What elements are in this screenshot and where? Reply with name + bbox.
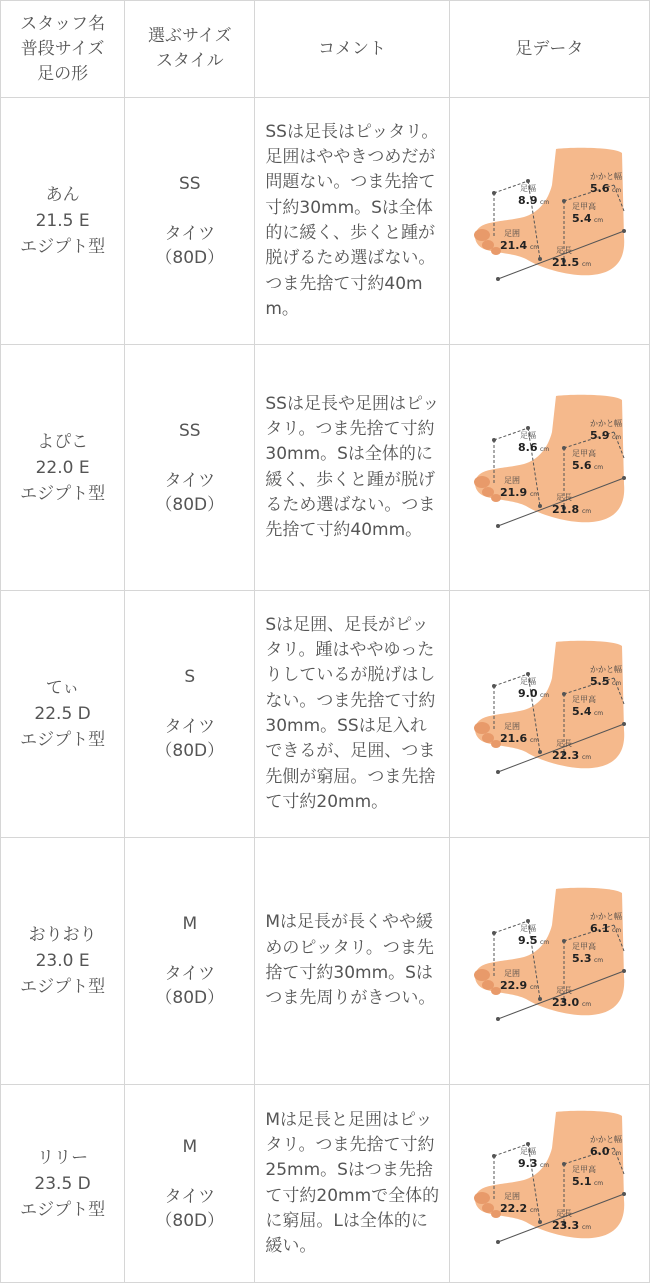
measure-point: [496, 277, 500, 281]
size-cell: [125, 98, 255, 345]
foot-diagram: [464, 1104, 634, 1264]
table-row: [1, 345, 650, 591]
table-row: [1, 98, 650, 345]
width-value: 9.0: [518, 687, 538, 700]
width-label: 足幅: [520, 677, 537, 686]
foot-diagram: [464, 141, 634, 301]
header-row: [1, 1, 650, 98]
measure-point: [496, 524, 500, 528]
staff-cell: [1, 838, 125, 1085]
staff-name: おりおり: [28, 925, 97, 945]
measure-point: [492, 1154, 496, 1158]
style-denier: （80D）: [155, 494, 225, 515]
instep-value: 5.3: [572, 952, 592, 965]
foot-shape-illustration: [475, 641, 624, 769]
instep-label: 足甲高: [572, 202, 597, 211]
style-name: タイツ: [164, 224, 216, 244]
usual-size: 23.5 D: [34, 1173, 91, 1194]
length-unit: cm: [582, 261, 592, 268]
heel-unit: cm: [612, 1149, 622, 1157]
girth-unit: cm: [530, 737, 540, 744]
heel-label: かかと幅: [590, 1134, 623, 1144]
header-staff-line: 足の形: [37, 63, 89, 84]
measure-point: [496, 1017, 500, 1021]
staff-name: あん: [45, 185, 80, 205]
length-value: 21.5: [552, 256, 580, 269]
style-denier: （80D）: [155, 741, 225, 761]
heel-value: 5.6: [590, 182, 610, 195]
table-row: [1, 591, 650, 838]
style-name: タイツ: [164, 717, 216, 737]
foot-shape: エジプト型: [20, 483, 106, 504]
width-label: 足幅: [520, 924, 537, 933]
girth-unit: cm: [530, 490, 540, 498]
usual-size: 21.5 E: [35, 211, 90, 231]
length-label: 足長: [556, 246, 573, 255]
toe-illustration: [474, 1192, 490, 1204]
width-value: 8.6: [518, 440, 538, 454]
size-cell: [125, 591, 255, 838]
measure-point: [526, 1142, 530, 1146]
measure-point: [562, 199, 566, 203]
measure-point: [538, 1220, 542, 1224]
heel-unit: cm: [612, 187, 622, 194]
foot-shape-illustration: [475, 1110, 624, 1238]
measure-point: [622, 229, 626, 233]
heel-value: 6.1: [590, 922, 610, 935]
width-unit: cm: [540, 1161, 550, 1169]
width-unit: cm: [540, 939, 550, 946]
girth-label: 足囲: [504, 475, 521, 485]
length-value: 23.0: [552, 996, 580, 1009]
staff-name: リリー: [37, 1147, 89, 1168]
usual-size: 23.0 E: [35, 951, 90, 971]
chosen-size: M: [182, 1136, 198, 1157]
instep-unit: cm: [594, 957, 604, 964]
measure-point: [562, 446, 566, 450]
girth-value: 21.9: [500, 485, 528, 499]
measure-point: [526, 426, 530, 430]
usual-size: 22.5 D: [34, 704, 91, 724]
measure-point: [526, 179, 530, 183]
size-cell: [125, 345, 255, 591]
girth-label: 足囲: [504, 722, 521, 731]
foot-data-cell: [449, 98, 649, 345]
heel-value: 6.0: [590, 1144, 610, 1158]
width-unit: cm: [540, 692, 550, 699]
width-unit: cm: [540, 199, 550, 206]
foot-shape-illustration: [475, 394, 624, 522]
measure-point: [622, 969, 626, 973]
heel-label: かかと幅: [590, 418, 623, 428]
header-staff: [1, 1, 125, 98]
measure-point: [622, 1192, 626, 1196]
staff-name: よぴこ: [37, 431, 89, 452]
measure-point: [492, 438, 496, 442]
heel-label: かかと幅: [590, 912, 623, 921]
chosen-size: M: [182, 914, 198, 934]
instep-label: 足甲高: [572, 1164, 597, 1174]
style-name: タイツ: [164, 1186, 216, 1207]
staff-name: てぃ: [45, 678, 80, 698]
header-staff-line: 普段サイズ: [20, 38, 105, 59]
usual-size: 22.0 E: [35, 457, 90, 478]
comment-cell: Mは足長と足囲はピッタリ。つま先捨て寸約25mm。Sはつま先捨て寸約20mmで全体的に窮屈。Lは全体的に緩い。: [255, 1085, 449, 1283]
width-value: 9.5: [518, 934, 538, 947]
foot-data-cell: [449, 1085, 649, 1283]
instep-label: 足甲高: [572, 942, 597, 951]
style-denier: （80D）: [155, 1210, 225, 1231]
chosen-size: SS: [178, 174, 201, 194]
instep-value: 5.4: [572, 705, 592, 718]
toe-illustration: [474, 229, 490, 241]
girth-value: 22.2: [500, 1201, 528, 1215]
instep-value: 5.1: [572, 1174, 592, 1188]
heel-unit: cm: [612, 680, 622, 687]
length-value: 22.3: [552, 749, 580, 762]
instep-label: 足甲高: [572, 448, 597, 458]
size-cell: [125, 1085, 255, 1283]
foot-shape: エジプト型: [20, 1199, 106, 1220]
length-value: 21.8: [552, 502, 580, 516]
foot-data-cell: [449, 345, 649, 591]
measure-point: [492, 931, 496, 935]
girth-label: 足囲: [504, 1191, 521, 1201]
measure-point: [538, 504, 542, 508]
measure-point: [492, 191, 496, 195]
foot-data-cell: [449, 838, 649, 1085]
measure-point: [562, 692, 566, 696]
header-staff-line: スタッフ名: [20, 13, 106, 34]
style-name: タイツ: [164, 470, 216, 491]
comment-cell: Mは足長が長くやや緩めのピッタリ。つま先捨て寸約30mm。Sはつま先周りがきつい。: [255, 838, 449, 1085]
length-value: 23.3: [552, 1218, 580, 1232]
measure-point: [538, 997, 542, 1001]
heel-label: かかと幅: [590, 665, 623, 674]
foot-shape-illustration: [475, 888, 624, 1016]
instep-label: 足甲高: [572, 695, 597, 704]
length-label: 足長: [556, 492, 573, 502]
measure-point: [526, 672, 530, 676]
style-name: タイツ: [164, 964, 216, 984]
foot-diagram: [464, 634, 634, 794]
foot-shape: エジプト型: [20, 977, 106, 997]
length-unit: cm: [582, 507, 592, 515]
staff-cell: [1, 591, 125, 838]
staff-cell: [1, 1085, 125, 1283]
girth-label: 足囲: [504, 969, 521, 978]
instep-unit: cm: [594, 710, 604, 717]
girth-unit: cm: [530, 244, 540, 251]
heel-unit: cm: [612, 927, 622, 934]
foot-data-cell: [449, 591, 649, 838]
width-label: 足幅: [520, 430, 537, 440]
comment-cell: SSは足長はピッタリ。足囲はややきつめだが問題ない。つま先捨て寸約30mm。Sは全体的に緩く、歩くと踵が脱げるため選ばない。つま先捨て寸約40mm。: [255, 98, 449, 345]
foot-diagram: [464, 881, 634, 1041]
toe-illustration: [474, 969, 490, 981]
girth-label: 足囲: [504, 229, 521, 238]
length-label: 足長: [556, 739, 573, 748]
chosen-size: SS: [178, 420, 201, 441]
heel-value: 5.5: [590, 675, 610, 688]
foot-shape-illustration: [475, 148, 624, 276]
measure-point: [622, 476, 626, 480]
instep-unit: cm: [594, 1179, 604, 1187]
width-value: 9.3: [518, 1156, 538, 1170]
width-label: 足幅: [520, 1146, 537, 1156]
length-unit: cm: [582, 754, 592, 761]
girth-unit: cm: [530, 1206, 540, 1214]
instep-unit: cm: [594, 217, 604, 224]
instep-value: 5.4: [572, 212, 592, 225]
toe-illustration: [474, 476, 490, 488]
measure-point: [496, 770, 500, 774]
foot-diagram: [464, 388, 634, 548]
header-foot-data: 足データ: [449, 1, 649, 98]
chosen-size: S: [184, 667, 196, 687]
foot-shape: エジプト型: [20, 730, 106, 750]
staff-cell: [1, 345, 125, 591]
measure-point: [562, 1162, 566, 1166]
width-value: 8.9: [518, 194, 538, 207]
style-denier: （80D）: [155, 248, 225, 268]
size-cell: [125, 838, 255, 1085]
header-size-line: スタイル: [155, 51, 224, 71]
girth-unit: cm: [530, 984, 540, 991]
measure-point: [492, 684, 496, 688]
header-comment: コメント: [255, 1, 449, 98]
measure-point: [526, 919, 530, 923]
girth-value: 22.9: [500, 979, 528, 992]
length-label: 足長: [556, 1208, 573, 1218]
toe-illustration: [474, 722, 490, 734]
length-unit: cm: [582, 1223, 592, 1231]
measure-point: [496, 1240, 500, 1244]
instep-unit: cm: [594, 463, 604, 471]
measure-point: [622, 722, 626, 726]
width-unit: cm: [540, 445, 550, 453]
length-unit: cm: [582, 1001, 592, 1008]
length-label: 足長: [556, 986, 573, 995]
comment-cell: SSは足長や足囲はピッタリ。つま先捨て寸約30mm。Sは全体的に緩く、歩くと踵が脱げるため選ばない。つま先捨て寸約40mm。: [255, 345, 449, 591]
header-size: [125, 1, 255, 98]
staff-cell: [1, 98, 125, 345]
measure-point: [538, 750, 542, 754]
measure-point: [562, 939, 566, 943]
width-label: 足幅: [520, 184, 537, 193]
table-row: [1, 838, 650, 1085]
instep-value: 5.6: [572, 458, 592, 472]
heel-unit: cm: [612, 433, 622, 441]
heel-label: かかと幅: [590, 172, 623, 181]
comment-cell: Sは足囲、足長がピッタリ。踵はややゆったりしているが脱げはしない。つま先捨て寸約30mm。SSは足入れできるが、足囲、つま先側が窮屈。つま先捨て寸約20mm。: [255, 591, 449, 838]
header-size-line: 選ぶサイズ: [147, 26, 232, 46]
foot-shape: エジプト型: [20, 237, 106, 257]
heel-value: 5.9: [590, 428, 610, 442]
measure-point: [538, 257, 542, 261]
table-row: [1, 1085, 650, 1283]
style-denier: （80D）: [155, 988, 225, 1008]
girth-value: 21.6: [500, 732, 528, 745]
girth-value: 21.4: [500, 239, 528, 252]
